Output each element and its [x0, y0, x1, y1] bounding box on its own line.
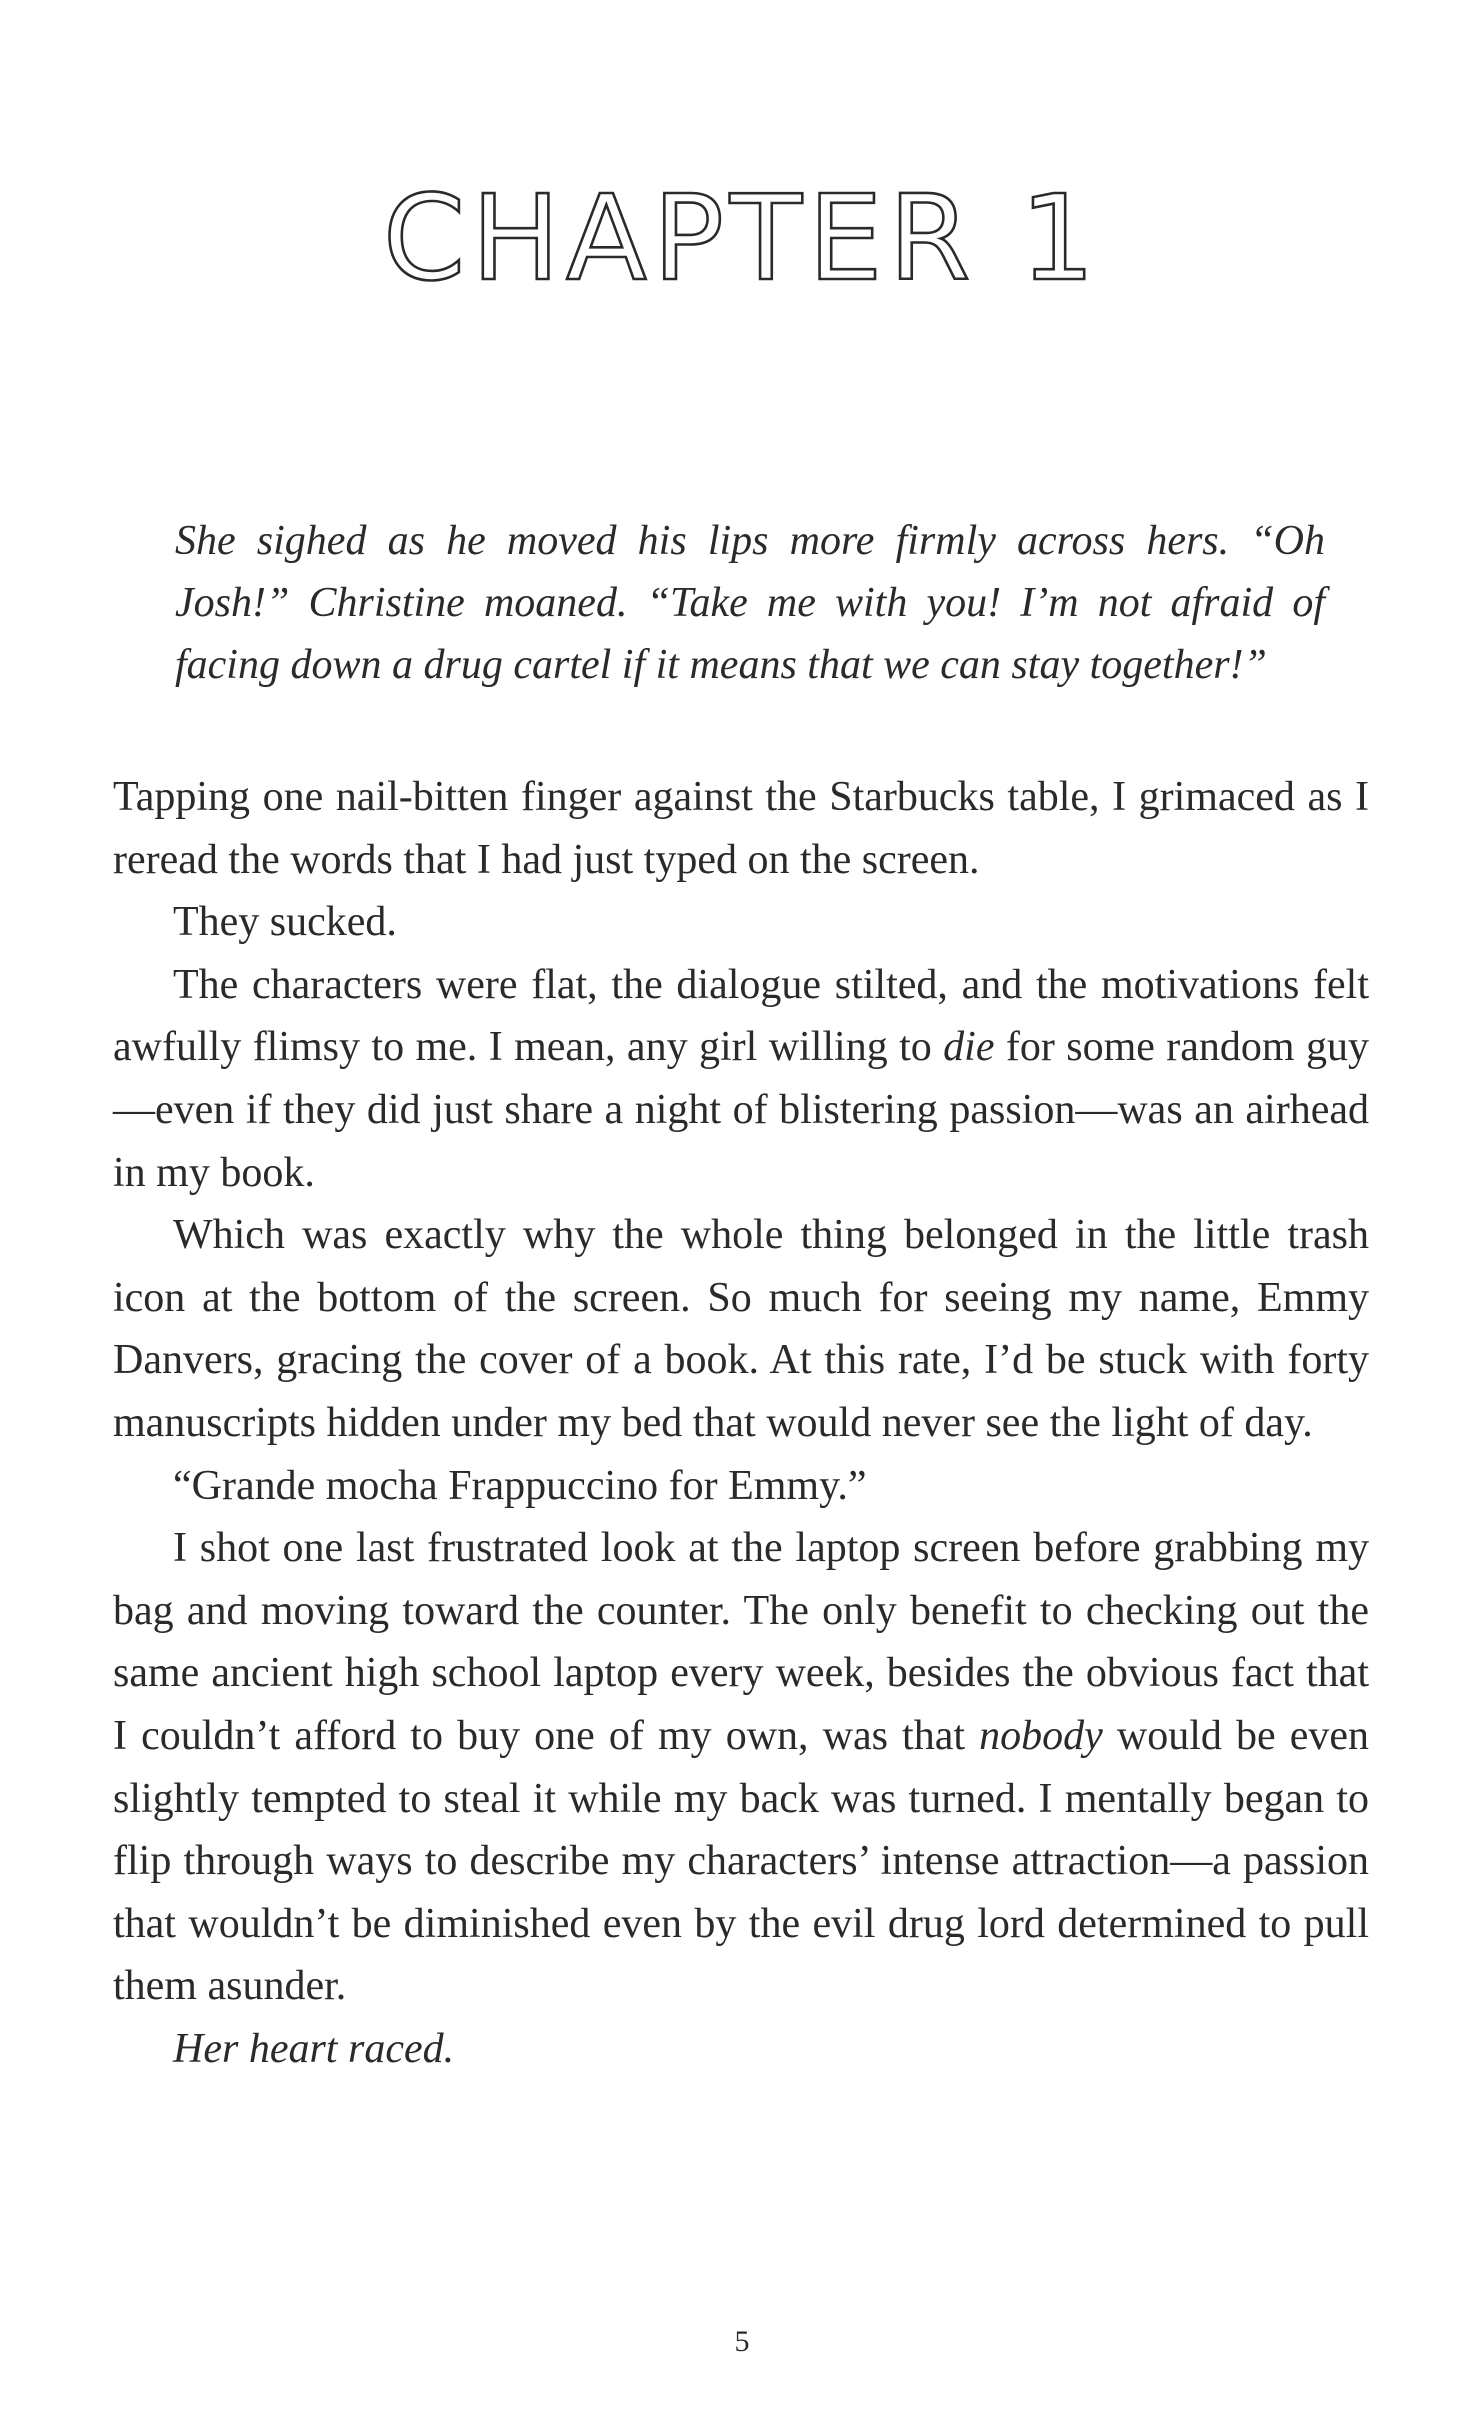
paragraph-1: Tapping one nail-bitten finger against the Starbucks table, I grimaced as I reread the words that I had just typed on the screen. [113, 774, 1369, 883]
paragraph-4: Which was exactly why the whole thing belonged in the little trash icon at the bottom of the screen. So much for seeing my name, Emmy Danvers, gracing the cover of a book. At this rate, I’d be stuck with forty manuscripts hidden under my bed that would never see the light of day. [113, 1212, 1369, 1446]
paragraph-6-after: would be even slightly tempted to steal it while my back was turned. I mentally began to flip through ways to describe my characters’ intense attraction—a passion that wouldn’t be diminished even by the evil drug lord determined to pull them asunder. [113, 1712, 1369, 2010]
paragraph-6-emphasis: nobody [979, 1712, 1103, 1759]
paragraph-6-before: I shot one last frustrated look at the laptop screen before grabbing my bag and moving toward the counter. The only benefit to checking out the same ancient high school laptop every week, besides the obvious fact that I couldn’t afford to buy one of my own, was that [113, 1525, 1369, 1759]
paragraph-3-before: The characters were flat, the dialogue stilted, and the motivations felt awfully flimsy to me. I mean, any girl willing to [113, 961, 1369, 1071]
paragraph-2: They sucked. [173, 899, 397, 946]
paragraph-5: “Grande mocha Frappuccino for Emmy.” [173, 1462, 867, 1509]
body-text [113, 766, 1369, 2080]
epigraph-italic-excerpt: She sighed as he moved his lips more firmly across hers. “Oh Josh!” Christine moaned. “Take me with you! I’m not afraid of facing down a drug cartel if it means that we can stay together!” [175, 518, 1325, 688]
paragraph-3-after: for some random guy—even if they did just share a night of blistering passion—was an airhead in my book. [113, 1024, 1369, 1196]
paragraph-6 [113, 1517, 1369, 2018]
paragraph-3-emphasis: die [943, 1024, 995, 1071]
paragraph-7: Her heart raced. [173, 2025, 455, 2072]
chapter-title: CHAPTER 1 [382, 169, 1102, 307]
page-number: 5 [734, 2325, 750, 2358]
paragraph-3 [113, 954, 1369, 1204]
